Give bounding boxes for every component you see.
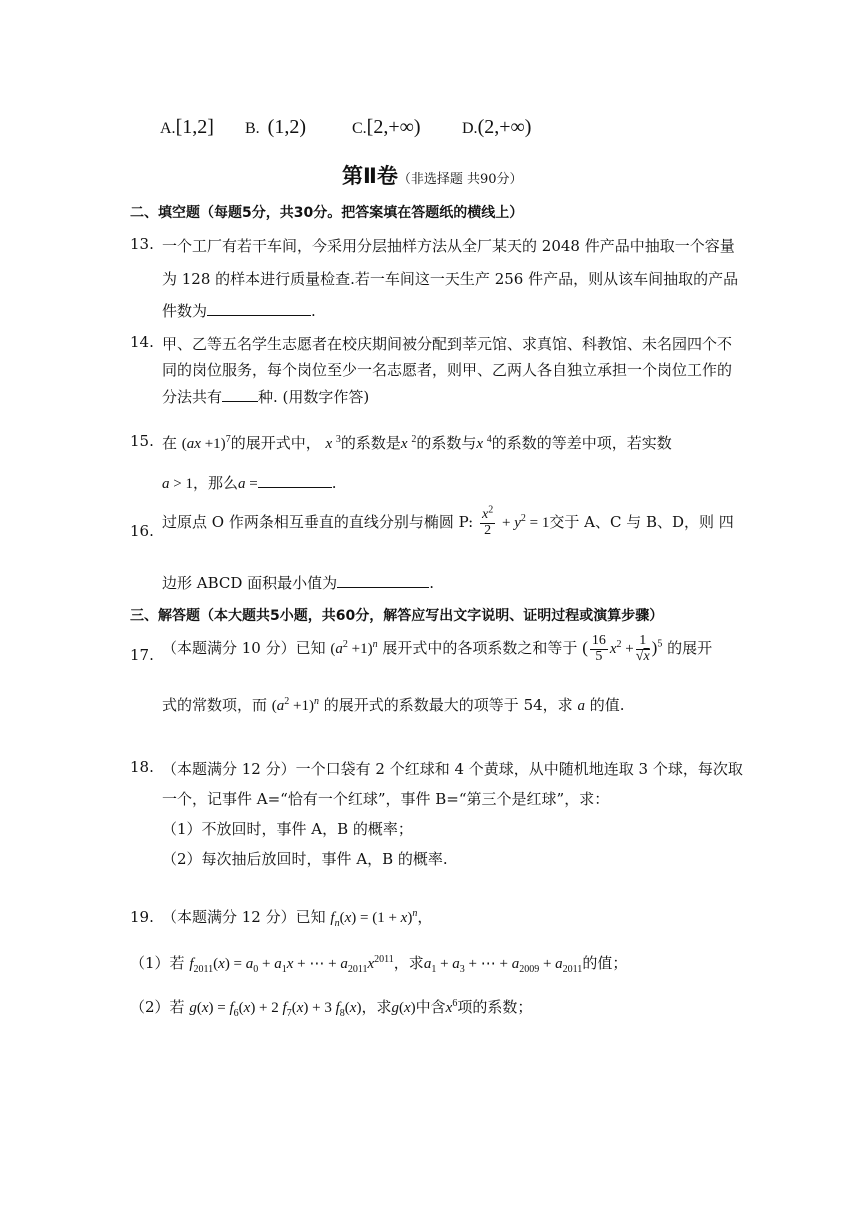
q14-answer-blank	[222, 389, 258, 402]
q16-expr-ellipse: + $y^2 = 1$	[502, 513, 550, 532]
q17-expr-a2plus1-n: $(a^2 +1)^n$	[330, 639, 378, 658]
q15-line1	[162, 432, 672, 453]
q16-text-1: 过原点 O 作两条相互垂直的直线分别与椭圆 P:	[162, 513, 474, 532]
q18-line2: 一个，记事件 A=“恰有一个红球”，事件 B=“第三个是红球”，求：	[162, 790, 610, 808]
q17-number: 17.	[130, 646, 154, 664]
q15-answer-blank	[258, 475, 332, 488]
q19-expr-odd-sum: $a_1 + a_3$ + ⋯ + $a_{2009} + a_{2011}$	[423, 956, 583, 975]
section-3-title: 三、解答题（本大题共5小题，共60分，解答应写出文字说明、证明过程或演算步骤）	[130, 608, 664, 624]
part-title-main: 第Ⅱ卷	[342, 164, 398, 188]
q19-sub1-text-b: ，求	[393, 954, 424, 972]
q13-number: 13.	[130, 235, 154, 253]
q16-line1	[162, 504, 734, 538]
q16-end: .	[429, 574, 434, 592]
q17-expr-x2: $x^2$ +	[609, 639, 634, 658]
q17-expr-a2plus1-n-2: $(a^2 +1)^n$	[271, 696, 320, 714]
q15-text-5: 的系数的等差中项，若实数	[491, 434, 672, 452]
option-c	[352, 116, 421, 139]
option-d-math: (2,+∞)	[477, 116, 532, 138]
q15-text-4: 的系数与	[416, 434, 477, 452]
q17-fraction-1-sqrtx: $\frac{1}{√x}$	[635, 633, 650, 664]
part-title	[342, 160, 523, 190]
q19-sub1	[130, 952, 627, 973]
q16-number: 16.	[130, 522, 154, 540]
q18-sub2: （2）每次抽后放回时，事件 A，B 的概率.	[162, 850, 448, 868]
q15-text-2: 的展开式中，	[230, 434, 321, 452]
q17-text-3: 的展开	[667, 639, 713, 658]
q13-line3	[162, 300, 316, 321]
q15-text-6: ，那么	[192, 474, 238, 492]
q14-line1: 甲、乙等五名学生志愿者在校庆期间被分配到莘元馆、求真馆、科教馆、未名园四个不	[162, 335, 733, 353]
q19-expr-gx: g(x)	[391, 1000, 416, 1016]
q15-end: .	[331, 474, 337, 492]
option-b	[245, 116, 306, 139]
q19-sub1-text-c: 的值；	[582, 954, 628, 972]
q17-text-6: 的值.	[589, 696, 625, 714]
q13-end: .	[311, 302, 316, 320]
option-d-label: D.	[462, 120, 478, 137]
option-a	[160, 116, 214, 139]
q13-line2: 为 128 的样本进行质量检查.若一车间这一天生产 256 件产品，则从该车间抽取的产品	[162, 270, 739, 288]
q17-line2	[162, 694, 625, 715]
q19-sub2-text-b: ，求	[361, 998, 392, 1016]
q19-sub2-text-d: 项的系数；	[457, 998, 533, 1016]
q18-sub1: （1）不放回时，事件 A，B 的概率；	[162, 820, 413, 838]
q14-line3	[162, 386, 369, 407]
section-2-title: 二、填空题（每题5分，共30分。把答案填在答题纸的横线上）	[130, 205, 524, 221]
q15-expr-x2: x $^2$	[400, 434, 417, 452]
option-a-math: [1,2]	[175, 116, 214, 138]
q19-sub2-text-c: 中含	[415, 998, 446, 1016]
q15-expr-binomial: (ax +1)$^7$	[181, 434, 231, 452]
q15-expr-x3: x $^3$	[325, 434, 341, 452]
q17-text-5: 的展开式的系数最大的项等于 54，求	[323, 696, 573, 714]
q17-text-1: （本题满分 10 分）已知	[162, 639, 326, 658]
q19-sub2-text-a: （2）若	[130, 998, 185, 1016]
q16-fraction-x2-over-2: $\frac{x^2}{2}$	[482, 504, 494, 538]
q19-text-1: （本题满分 12 分）已知	[162, 908, 326, 926]
q14-text-b: 种. (用数字作答)	[258, 388, 370, 406]
q17-text-4: 式的常数项，而	[162, 696, 268, 714]
option-c-math: [2,+∞)	[366, 116, 421, 138]
q17-text-2: 展开式中的各项系数之和等于	[382, 639, 578, 658]
q16-text-3: 边形 ABCD 面积最小值为	[162, 574, 338, 592]
q14-text-a: 分法共有	[162, 388, 223, 406]
q15-line2	[162, 472, 336, 493]
q19-expr-fn: $f_n(x) = (1 + x)^n$，	[330, 908, 433, 929]
q16-line2	[162, 572, 434, 593]
q15-text-3: 的系数是	[340, 434, 401, 452]
q18-line1: （本题满分 12 分）一个口袋有 2 个红球和 4 个黄球，从中随机地连取 3 个球，每次取	[162, 760, 743, 778]
option-b-label: B.	[245, 120, 260, 137]
q13-text: 件数为	[162, 302, 208, 320]
q17-line1	[162, 634, 712, 664]
q19-expr-x6: $x^6$	[445, 998, 458, 1016]
q15-expr-a-gt-1: a > 1	[162, 476, 193, 492]
q17-fraction-16-5: $\frac{16}{5}$	[591, 633, 606, 664]
option-d	[462, 116, 531, 139]
q19-expr-g: $g(x) = f_6(x) + 2$ $f_7(x) + 3$ $f_8(x)$	[189, 1000, 362, 1019]
q19-sub1-text-a: （1）若	[130, 954, 185, 972]
q19-sub2	[130, 996, 532, 1017]
q18-number: 18.	[130, 758, 154, 776]
q17-expr-power5: )$^5$	[651, 638, 663, 658]
option-c-label: C.	[352, 120, 367, 137]
part-title-sub: （非选择题 共90分）	[397, 172, 523, 187]
q16-answer-blank	[337, 575, 429, 588]
q14-line2: 同的岗位服务，每个岗位至少一名志愿者，则甲、乙两人各自独立承担一个岗位工作的	[162, 361, 733, 379]
q17-expr-a: a	[577, 698, 585, 714]
q19-line1	[162, 906, 432, 927]
q15-expr-x4: x $^4$	[476, 434, 492, 452]
option-b-math: (1,2)	[267, 116, 306, 138]
q15-text-1: 在	[162, 434, 178, 452]
q19-number: 19.	[130, 908, 154, 926]
q19-expr-f2011: $f_{2011}(x) = a_0 + a_1x$ + ⋯ + $a_{2011}x^{2011}$	[189, 954, 394, 975]
q15-number: 15.	[130, 432, 154, 450]
option-a-label: A.	[160, 120, 176, 137]
q17-expr-binomial: (	[582, 638, 588, 658]
q14-number: 14.	[130, 333, 154, 351]
q13-line1: 一个工厂有若干车间，今采用分层抽样方法从全厂某天的 2048 件产品中抽取一个容量	[162, 237, 735, 255]
q13-answer-blank	[207, 303, 311, 316]
q15-expr-a-eq: a =	[237, 476, 258, 492]
q16-text-2: 交于 A、C 与 B、D，则 四	[549, 513, 734, 532]
